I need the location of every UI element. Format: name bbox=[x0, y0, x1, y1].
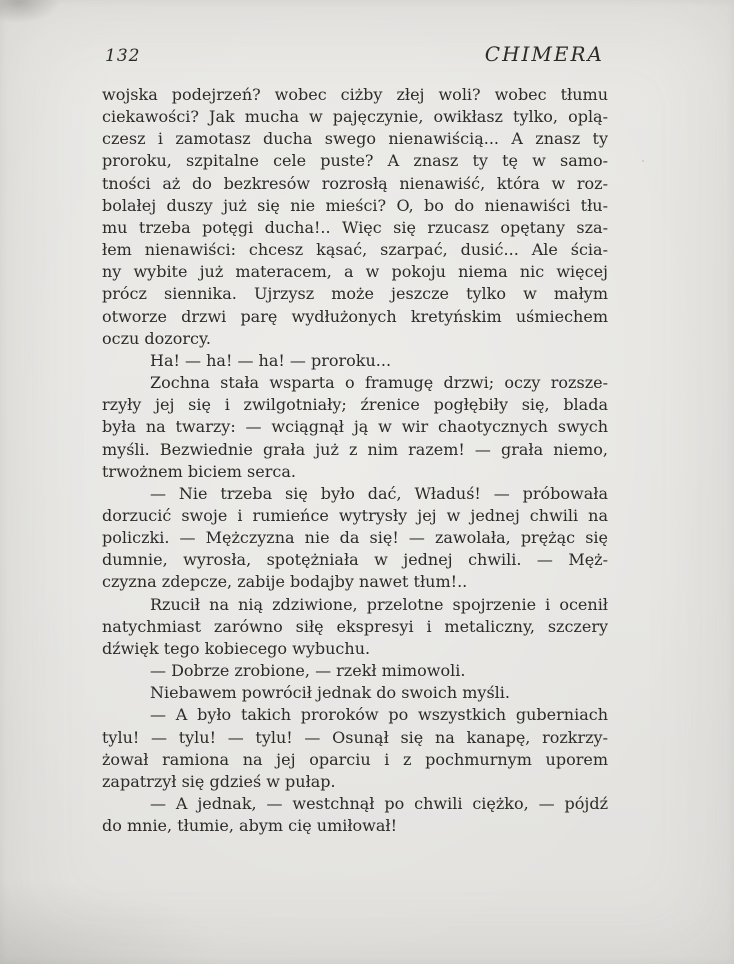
page-number: 132 bbox=[105, 46, 141, 66]
text-line: proroku, szpitalne cele puste? A znasz ty tę w samo- bbox=[102, 151, 608, 171]
text-line: ciekawości? Jak mucha w pajęczynie, owikłasz tylko, oplą- bbox=[102, 107, 608, 127]
text-line: — Dobrze zrobione, — rzekł mimowoli. bbox=[150, 661, 466, 681]
text-line: do mnie, tłumie, abym cię umiłował! bbox=[102, 816, 398, 836]
text-line: bolałej duszy już się nie mieści? O, bo do nienawiści tłu- bbox=[102, 195, 608, 215]
text-line: policzki. — Mężczyzna nie da się! — zawolała, prężąc się bbox=[102, 528, 608, 548]
text-line: dumnie, wyrosła, spotężniała w jednej chwili. — Męż- bbox=[102, 550, 608, 570]
text-line: trwożnem biciem serca. bbox=[102, 461, 296, 481]
text-line: oczu dozorcy. bbox=[102, 328, 211, 348]
text-line: tności aż do bezkresów rozrosłą nienawiść, która w roz- bbox=[102, 173, 608, 193]
text-line: była na twarzy: — wciągnął ją w wir chaotycznych swych bbox=[102, 417, 608, 437]
text-line: Rzucił na nią zdziwione, przelotne spojrzenie i ocenił bbox=[150, 594, 608, 614]
text-line: zapatrzył się gdzieś w pułap. bbox=[102, 771, 336, 791]
text-line: czyzna zdepcze, zabije bodajby nawet tłum!.. bbox=[102, 572, 468, 592]
text-line: Niebawem powrócił jednak do swoich myśli. bbox=[150, 683, 510, 703]
text-line: — Nie trzeba się było dać, Właduś! — próbowała bbox=[150, 483, 608, 503]
text-line: Zochna stała wsparta o framugę drzwi; oczy rozsze- bbox=[150, 373, 608, 393]
text-line: myśli. Bezwiednie grała już z nim razem! — grała niemo, bbox=[102, 439, 608, 459]
running-title: CHIMERA bbox=[484, 42, 604, 66]
text-line: mu trzeba potęgi ducha!.. Więc się rzucasz opętany sza- bbox=[102, 217, 608, 237]
text-line: czesz i zamotasz ducha swego nienawiścią... A znasz ty bbox=[102, 129, 608, 149]
text-line: dorzucić swoje i rumieńce wytrysły jej w jednej chwili na bbox=[102, 505, 608, 525]
text-line: wojska podejrzeń? wobec ciżby złej woli? wobec tłumu bbox=[102, 85, 608, 104]
body-text-block bbox=[102, 84, 608, 837]
text-line: — A było takich proroków po wszystkich guberniach bbox=[150, 705, 608, 725]
text-line: prócz siennika. Ujrzysz może jeszcze tylko w małym bbox=[102, 284, 608, 304]
text-line: otworze drzwi parę wydłużonych kretyńskim uśmiechem bbox=[102, 306, 608, 326]
text-line: — A jednak, — westchnął po chwili ciężko, — pójdź bbox=[150, 794, 608, 813]
text-line: Ha! — ha! — ha! — proroku... bbox=[150, 350, 392, 370]
text-line: natychmiast zarówno siłę ekspresyi i metaliczny, szczery bbox=[102, 616, 608, 636]
text-line: rzyły jej się i zwilgotniały; źrenice pogłębiły się, blada bbox=[102, 395, 608, 415]
text-line: tylu! — tylu! — tylu! — Osunął się na kanapę, rozkrzy- bbox=[102, 727, 608, 747]
text-line: żował ramiona na jej oparciu i z pochmurnym uporem bbox=[102, 749, 608, 769]
text-line: dźwięk tego kobiecego wybuchu. bbox=[102, 638, 371, 658]
text-line: ny wybite już materacem, a w pokoju niema nic więcej bbox=[102, 262, 608, 282]
text-line: łem nienawiści: chcesz kąsać, szarpać, dusić... Ale ścia- bbox=[102, 240, 608, 260]
running-head bbox=[102, 42, 608, 66]
scan-artifact-speck bbox=[642, 160, 644, 162]
